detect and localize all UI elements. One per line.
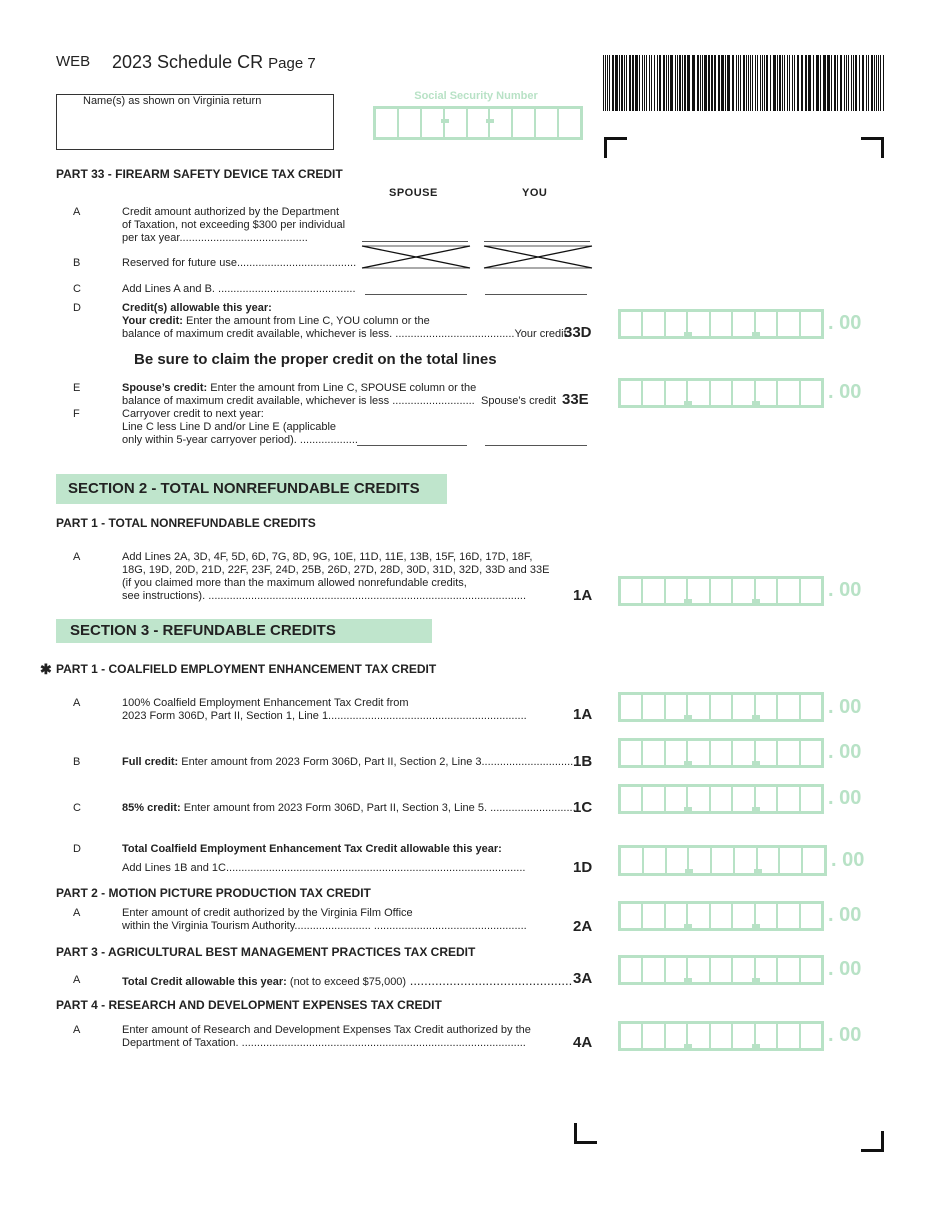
section3-part1-heading: PART 1 - COALFIELD EMPLOYMENT ENHANCEMENT TAX CREDIT (56, 662, 437, 676)
s3-line-b-letter: B (73, 756, 81, 768)
barcode-image (603, 55, 885, 111)
ssn-label: Social Security Number (414, 90, 538, 102)
s2-line-1a-number: 1A (573, 587, 593, 604)
s3-line-1d-number: 1D (573, 859, 593, 876)
s3-line-c-text: 85% credit: Enter amount from 2023 Form 306D, Part II, Section 3, Line 5. ............................ (122, 802, 576, 814)
s3-line-d-letter: D (73, 843, 81, 855)
line-a-text: Credit amount authorized by the Department of Taxation, not exceeding $300 per individual per tax year.......................................... (122, 206, 346, 244)
p3-line-a-text: Total Credit allowable this year: (not to exceed $75,000) ............................................. (122, 973, 573, 988)
column-header-you: YOU (522, 187, 548, 199)
line-c-spouse-field[interactable] (365, 282, 467, 295)
line-f-spouse-field[interactable] (357, 433, 467, 446)
corner-mark-bottom-left (574, 1123, 597, 1144)
s3-line-1b-number: 1B (573, 753, 593, 770)
line-33e-number: 33E (562, 391, 589, 408)
p4-line-4a-number: 4A (573, 1034, 593, 1051)
entry-33e-cents: . 00 (828, 381, 862, 403)
line-e-letter: E (73, 382, 81, 394)
line-f-letter: F (73, 408, 80, 420)
name-field-label: Name(s) as shown on Virginia return (83, 95, 262, 107)
p2-line-a-text: Enter amount of credit authorized by the Virginia Film Office within the Virginia Tourism Authority......................... .................................................. (122, 907, 527, 932)
line-b-text: Reserved for future use....................................... (122, 257, 357, 269)
web-label: WEB (56, 53, 91, 70)
line-e-text: Spouse’s credit: Enter the amount from Line C, SPOUSE column or the balance of maximum credit available, whichever is less ........................... (122, 382, 477, 407)
s2-line-a-text: Add Lines 2A, 3D, 4F, 5D, 6D, 7G, 8D, 9G, 10E, 11D, 11E, 13B, 15F, 16D, 17D, 18F, 18G, 19D, 20D, 21D, 22F, 23F, 24D, 25B, 26D, 27D, 28D, 30D, 31D, 32D, 33D and 33E (if you claimed more than the maximum allowed nonrefundable credits, see instructions). ........................................................................................................ (122, 551, 550, 602)
corner-mark-top-right (861, 137, 884, 158)
p2-line-a-letter: A (73, 907, 81, 919)
s3-line-d-title: Total Coalfield Employment Enhancement Tax Credit allowable this year: (122, 843, 502, 855)
p3-line-a-letter: A (73, 974, 81, 986)
corner-mark-bottom-right (861, 1131, 884, 1152)
s3-line-1c-number: 1C (573, 799, 593, 816)
form-title (112, 52, 316, 73)
entry-s3-1a[interactable] (618, 692, 824, 722)
s3-line-c-letter: C (73, 802, 81, 814)
entry-4a[interactable] (618, 1021, 824, 1051)
line-c-you-field[interactable] (485, 282, 587, 295)
s3-line-d-text: Add Lines 1B and 1C.................................................................................................. (122, 862, 526, 874)
entry-2a-cents: . 00 (828, 904, 862, 926)
ssn-field[interactable] (373, 106, 583, 140)
line-a-letter: A (73, 206, 81, 218)
line-33d-number: 33D (564, 324, 592, 341)
entry-3a-cents: . 00 (828, 958, 862, 980)
line-a-spouse-field[interactable] (362, 229, 468, 242)
section2-part1-heading: PART 1 - TOTAL NONREFUNDABLE CREDITS (56, 516, 316, 530)
part33-heading: PART 33 - FIREARM SAFETY DEVICE TAX CREDIT (56, 167, 343, 181)
s2-line-a-letter: A (73, 551, 81, 563)
reminder-text: Be sure to claim the proper credit on the total lines (134, 351, 497, 368)
line-d-text: Credit(s) allowable this year: Your credit: Enter the amount from Line C, YOU column or the balance of maximum credit available, whichever is less. .......................................Your credit (122, 302, 567, 340)
corner-mark-top-left (604, 137, 627, 158)
line-e-label: Spouse’s credit (481, 395, 557, 407)
entry-s3-1b[interactable] (618, 738, 824, 768)
line-f-text: Carryover credit to next year: Line C less Line D and/or Line E (applicable only within 5-year carryover period). ................... (122, 408, 358, 446)
entry-s2-1a[interactable] (618, 576, 824, 606)
entry-s3-1d-cents: . 00 (831, 849, 865, 871)
form-title-text: 2023 Schedule CR (112, 52, 264, 72)
p2-line-2a-number: 2A (573, 918, 593, 935)
entry-s3-1d[interactable] (618, 845, 827, 876)
p4-line-a-letter: A (73, 1024, 81, 1036)
entry-2a[interactable] (618, 901, 824, 931)
entry-33d-cents: . 00 (828, 312, 862, 334)
entry-33d-your-credit[interactable] (618, 309, 824, 339)
part3-heading: PART 3 - AGRICULTURAL BEST MANAGEMENT PRACTICES TAX CREDIT (56, 945, 476, 959)
line-f-you-field[interactable] (485, 433, 587, 446)
entry-s3-1c[interactable] (618, 784, 824, 814)
entry-33e-spouse-credit[interactable] (618, 378, 824, 408)
line-b-spouse-crossed-out (360, 244, 472, 270)
s3-line-a-letter: A (73, 697, 81, 709)
entry-s3-1a-cents: . 00 (828, 696, 862, 718)
part4-heading: PART 4 - RESEARCH AND DEVELOPMENT EXPENSES TAX CREDIT (56, 998, 442, 1012)
line-b-you-crossed-out (482, 244, 594, 270)
entry-s2-1a-cents: . 00 (828, 579, 862, 601)
part2-heading: PART 2 - MOTION PICTURE PRODUCTION TAX CREDIT (56, 886, 371, 900)
entry-s3-1b-cents: . 00 (828, 741, 862, 763)
section2-heading: SECTION 2 - TOTAL NONREFUNDABLE CREDITS (56, 474, 447, 504)
entry-s3-1c-cents: . 00 (828, 787, 862, 809)
s3-line-a-text: 100% Coalfield Employment Enhancement Tax Credit from 2023 Form 306D, Part II, Section 1, Line 1................................................................. (122, 697, 527, 722)
p3-line-3a-number: 3A (573, 970, 593, 987)
column-header-spouse: SPOUSE (389, 187, 438, 199)
line-c-text: Add Lines A and B. ............................................. (122, 283, 356, 295)
entry-4a-cents: . 00 (828, 1024, 862, 1046)
section3-heading: SECTION 3 - REFUNDABLE CREDITS (56, 619, 432, 643)
entry-3a[interactable] (618, 955, 824, 985)
s3-line-1a-number: 1A (573, 706, 593, 723)
page-number: Page 7 (268, 55, 316, 72)
line-c-letter: C (73, 283, 81, 295)
asterisk-icon: ✱ (40, 661, 52, 677)
p4-line-a-text: Enter amount of Research and Development Expenses Tax Credit authorized by the Department of Taxation. ............................................................................................. (122, 1024, 531, 1049)
line-d-letter: D (73, 302, 81, 314)
line-b-letter: B (73, 257, 81, 269)
name-field[interactable] (56, 94, 334, 150)
s3-line-b-text: Full credit: Enter amount from 2023 Form 306D, Part II, Section 2, Line 3.............................. (122, 756, 574, 768)
line-a-you-field[interactable] (484, 229, 590, 242)
